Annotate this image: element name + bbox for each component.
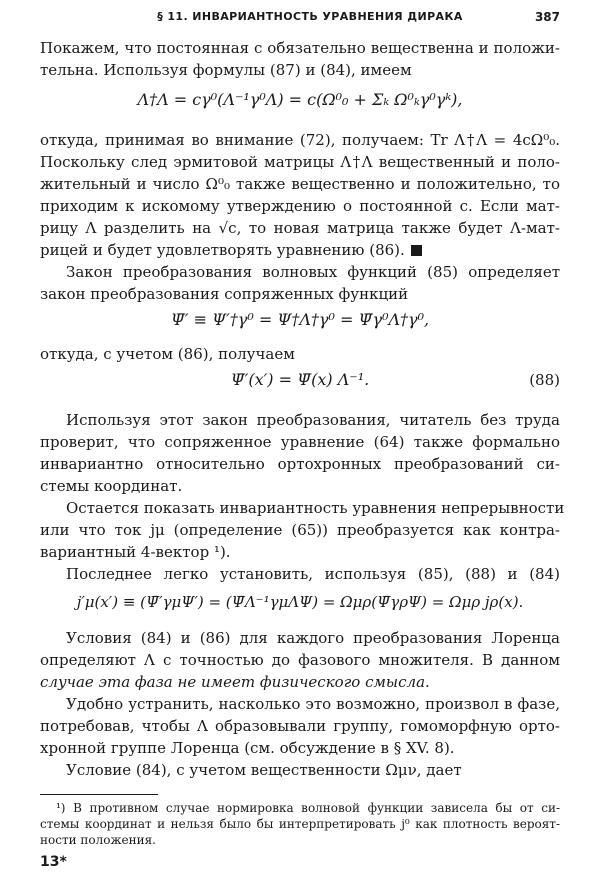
text-line: Условия (84) и (86) для каждого преобразования Лоренца [66,629,560,647]
book-page [40,0,565,877]
footnote-rule [40,794,158,795]
footnote-line: ности положения. [40,833,156,847]
text-line: проверит, что сопряженное уравнение (64) также формально [40,433,560,451]
text-line: или что ток jμ (определение (65)) преобразуется как контра- [40,521,560,539]
equation-lambda-product: Λ†Λ = cγ⁰(Λ⁻¹γ⁰Λ) = c(Ω⁰₀ + Σₖ Ω⁰ₖγ⁰γᵏ), [137,90,463,109]
equation-number: (88) [529,371,560,389]
equation-current-transform: j′μ(x′) ≡ (Ψ̄′γμΨ′) = (Ψ̄Λ⁻¹γμΛΨ) = Ωμρ(Ψ̄γρΨ) = Ωμρ jρ(x). [76,593,524,611]
running-header [40,10,560,30]
text-line: жительный и число Ω⁰₀ также вещественно и положительно, то [40,175,560,193]
text-line: закон преобразования сопряженных функций [40,285,409,303]
text-line: Покажем, что постоянная c обязательно вещественна и положи- [40,39,560,57]
text-line: тельна. Используя формулы (87) и (84), имеем [40,61,412,79]
text-line: определяют Λ с точностью до фазового множителя. В данном [40,651,560,669]
footnote-line: ¹) В противном случае нормировка волновой функции зависела бы от си- [56,801,560,815]
footnote-line: стемы координат и нельзя было бы интерпретировать j⁰ как плотность вероят- [40,817,560,831]
section-title: § 11. ИНВАРИАНТНОСТЬ УРАВНЕНИЯ ДИРАКА [157,10,463,23]
equation-conjugate-transform: Ψ̄′ ≡ Ψ′†γ⁰ = Ψ†Λ†γ⁰ = Ψ̄γ⁰Λ†γ⁰, [170,310,430,329]
text-line: хронной группе Лоренца (см. обсуждение в § XV. 8). [40,739,455,757]
text-line: Удобно устранить, насколько это возможно, произвол в фазе, [66,695,560,713]
text-line: Последнее легко установить, используя (85), (88) и (84) [66,565,560,583]
qed-square-icon [411,245,422,256]
text-line: рицу Λ разделить на √c, то новая матрица также будет Λ-мат- [40,219,560,237]
page-number: 387 [534,10,560,24]
text-line: Поскольку след эрмитовой матрицы Λ†Λ вещественный и поло- [40,153,560,171]
text-line: стемы координат. [40,477,183,495]
signature-mark: 13* [40,854,67,870]
text-line: вариантный 4-вектор ¹). [40,543,231,561]
text-line-with-qed [40,240,560,260]
text-line: приходим к искомому утверждению о постоянной c. Если мат- [40,197,560,215]
text-line: инвариантно относительно ортохронных преобразований си- [40,455,560,473]
equation-88-body: Ψ̄′(x′) = Ψ̄(x) Λ⁻¹. [230,370,370,389]
text-fragment: рицей и будет удовлетворять уравнению (86). [40,241,405,259]
text-line: Используя этот закон преобразования, читатель без труда [66,411,560,429]
text-line-italic: случае эта фаза не имеет физического смысла. [40,673,430,691]
text-line: Условие (84), с учетом вещественности Ωμν, дает [66,761,462,779]
text-line: откуда, принимая во внимание (72), получаем: Tr Λ†Λ = 4cΩ⁰₀. [40,131,560,149]
text-line: потребовав, чтобы Λ образовывали группу, гомоморфную орто- [40,717,560,735]
text-line: Закон преобразования волновых функций (85) определяет [66,263,560,281]
text-line: Остается показать инвариантность уравнения непрерывности [66,499,565,517]
text-line: откуда, с учетом (86), получаем [40,345,295,363]
equation-88 [40,366,560,394]
